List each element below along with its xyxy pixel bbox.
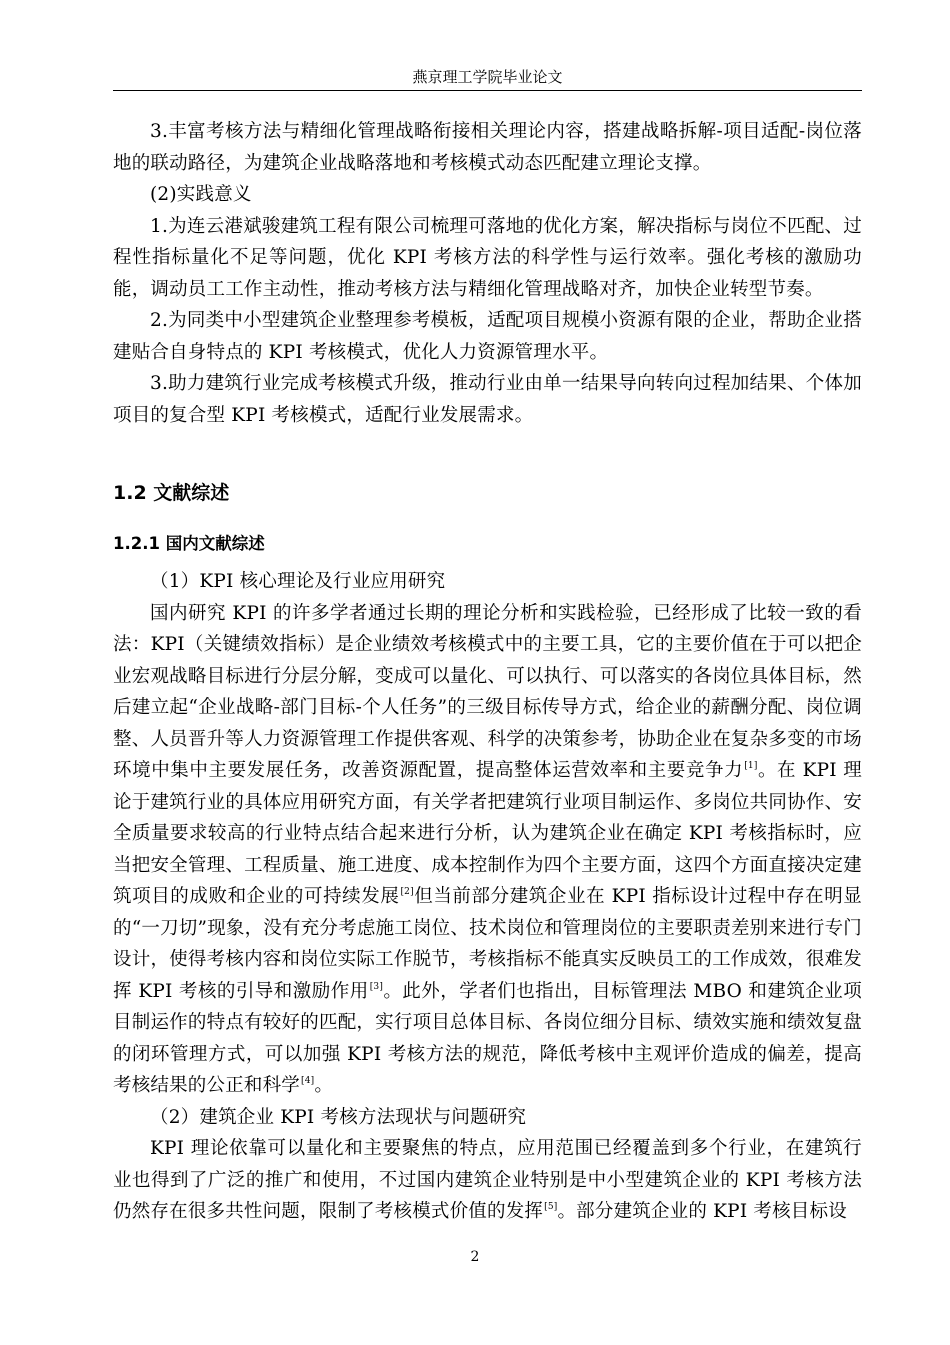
citation: [3] xyxy=(369,981,384,992)
paragraph: 3.助力建筑行业完成考核模式升级，推动行业由单一结果导向转向过程加结果、个体加项目的复合型 KPI 考核模式，适配行业发展需求。 xyxy=(113,373,862,426)
paragraph-kpi-theory: 国内研究 KPI 的许多学者通过长期的理论分析和实践检验，已经形成了比较一致的看法：KPI（关键绩效指标）是企业绩效考核模式中的主要工具，它的主要价值在于可以把企业宏观战略目标进行分层分解，变成可以量化、可以执行、可以落实的各岗位具体目标，然后建立起“企业战略-部门目标-个人任务”的三级目标传导方式，给企业的薪酬分配、岗位调整、人员晋升等人力资源管理工作提供客观、科学的决策参考，协助企业在复杂多变的市场环境中集中主要发展任务，改善资源配置，提高整体运营效率和主要竞争力[1]。在 KPI 理论于建筑行业的具体应用研究方面，有关学者把建筑行业项目制运作、多岗位共同协作、安全质量要求较高的行业特点结合起来进行分析，认为建筑企业在确定 KPI 考核指标时，应当把安全管理、工程质量、施工进度、成本控制作为四个主要方面，这四个方面直接决定建筑项目的成败和企业的可持续发展[2]但当前部分建筑企业在 KPI 指标设计过程中存在明显的“一刀切”现象，没有充分考虑施工岗位、技术岗位和管理岗位的主要职责差别来进行专门设计，使得考核内容和岗位实际工作脱节，考核指标不能真实反映员工的工作成效，很难发挥 KPI 考核的引导和激励作用[3]。此外，学者们也指出，目标管理法 MBO 和建筑企业项目制运作的特点有较好的匹配，实行项目总体目标、各岗位细分目标、绩效实施和绩效复盘的闭环管理方式，可以加强 KPI 考核方法的规范，降低考核中主观评价造成的偏差，提高考核结果的公正和科学[4]。 xyxy=(113,602,862,1096)
paragraph: 2.为同类中小型建筑企业整理参考模板，适配项目规模小资源有限的企业，帮助企业搭建贴合自身特点的 KPI 考核模式，优化人力资源管理水平。 xyxy=(113,310,862,363)
citation: [4] xyxy=(301,1076,315,1086)
paragraph-kpi-status: KPI 理论依靠可以量化和主要聚焦的特点，应用范围已经覆盖到多个行业，在建筑行业也得到了广泛的推广和使用，不过国内建筑企业特别是中小型建筑企业的 KPI 考核方法仍然存在很多共性问题，限制了考核模式价值的发挥[5]。部分建筑企业的 KPI 考核目标设 xyxy=(113,1138,862,1222)
citation: [2] xyxy=(400,887,414,897)
subheading-kpi-theory: （1）KPI 核心理论及行业应用研究 xyxy=(150,571,446,592)
significance-block xyxy=(113,116,862,431)
page-number: 2 xyxy=(470,1249,480,1265)
paragraph: 3.丰富考核方法与精细化管理战略衔接相关理论内容，搭建战略拆解-项目适配-岗位落地的联动路径，为建筑企业战略落地和考核模式动态匹配建立理论支撑。 xyxy=(113,121,862,174)
header-rule xyxy=(113,90,862,91)
paragraph: 1.为连云港斌骏建筑工程有限公司梳理可落地的优化方案，解决指标与岗位不匹配、过程性指标量化不足等问题，优化 KPI 考核方法的科学性与运行效率。强化考核的激励功能，调动员工工作主动性，推动考核方法与精细化管理战略对齐，加快企业转型节奏。 xyxy=(113,215,862,300)
running-header: 燕京理工学院毕业论文 xyxy=(412,68,563,86)
literature-review-block xyxy=(113,566,862,1228)
citation: [5] xyxy=(544,1202,558,1212)
subsection-heading: 1.2.1 国内文献综述 xyxy=(113,534,265,553)
citation: [1] xyxy=(744,761,758,771)
subheading-practical-significance: (2)实践意义 xyxy=(150,184,252,205)
subheading-kpi-status: （2）建筑企业 KPI 考核方法现状与问题研究 xyxy=(150,1106,527,1128)
section-heading: 1.2 文献综述 xyxy=(113,482,230,504)
